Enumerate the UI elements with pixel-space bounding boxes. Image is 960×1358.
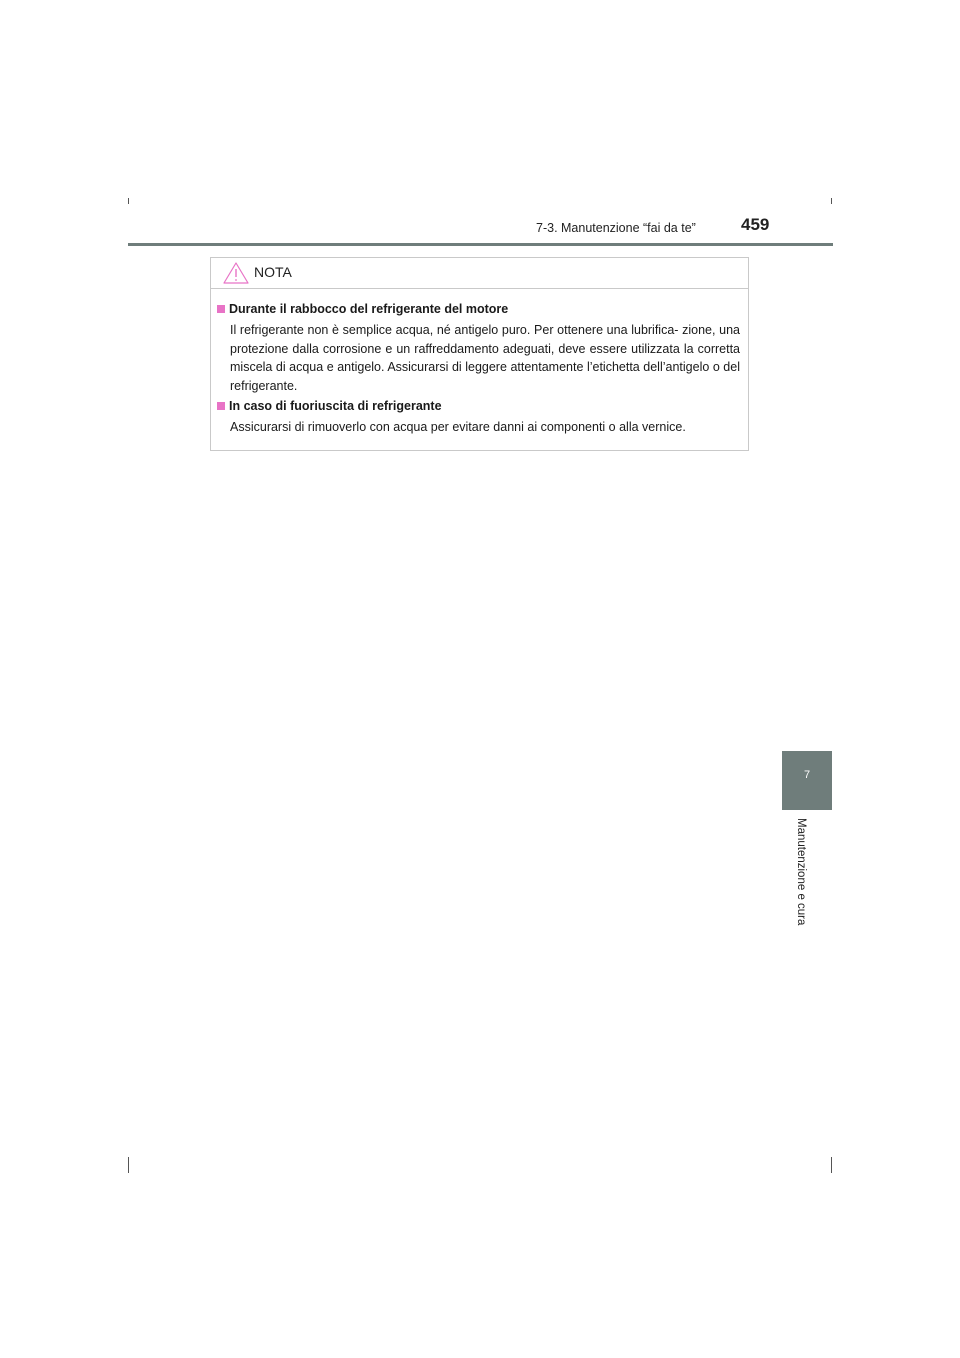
- note-item-body: Il refrigerante non è semplice acqua, né antigelo puro. Per ottenere una lubrifica- zione, una protezione dalla corrosione e un raffreddamento adeguati, deve essere utilizzata la corretta miscela di acqua e antigelo. Assicurarsi di leggere attentamente l’etichetta dell’antigelo o del refrigerante.: [230, 323, 740, 393]
- page-number: 459: [741, 215, 770, 234]
- note-item-body: Assicurarsi di rimuoverlo con acqua per evitare danni ai componenti o alla vernice.: [230, 420, 686, 434]
- note-item-heading-text: In caso di fuoriuscita di refrigerante: [229, 399, 442, 413]
- crop-mark-top-left: [128, 198, 129, 204]
- note-item-heading: [217, 399, 442, 413]
- chapter-number: 7: [803, 769, 811, 781]
- chapter-label: Manutenzione e cura: [795, 818, 807, 926]
- note-item-heading-text: Durante il rabbocco del refrigerante del motore: [229, 302, 509, 316]
- note-header: [211, 258, 748, 289]
- note-item-heading: [217, 302, 508, 316]
- square-bullet-icon: [217, 305, 225, 313]
- square-bullet-icon: [217, 402, 225, 410]
- crop-mark-bottom-left: [128, 1157, 129, 1173]
- header-rule: [128, 243, 833, 246]
- note-box: [210, 257, 749, 451]
- note-title: NOTA: [254, 264, 292, 280]
- chapter-tab: [782, 751, 832, 810]
- crop-mark-bottom-right: [831, 1157, 832, 1173]
- section-title: 7-3. Manutenzione “fai da te”: [536, 221, 696, 235]
- warning-triangle-icon: [223, 262, 249, 284]
- crop-mark-top-right: [831, 198, 832, 204]
